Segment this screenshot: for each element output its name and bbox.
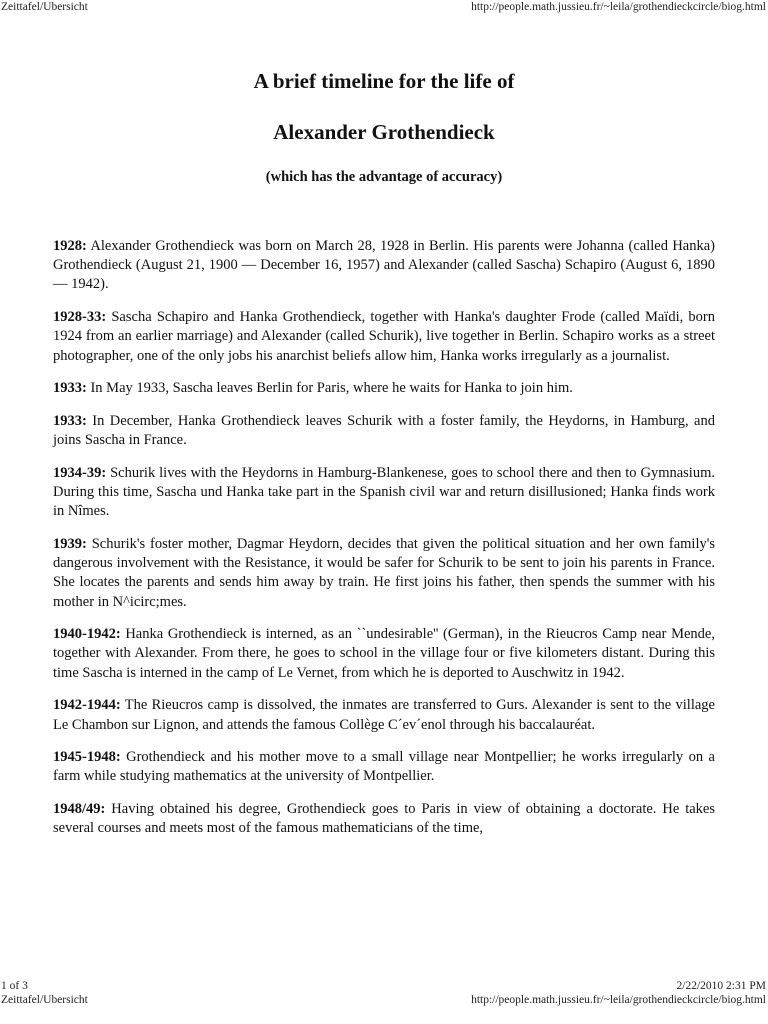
entry-text: Schurik's foster mother, Dagmar Heydorn, decides that given the political situation and her own family's dangerous involvement with the Resistance, it would be safer for Schurik to be sent to join his parents in France. She locates the parents and sends him away by train. He first joins his father, then spends the summer with his mother in N^icirc;mes. — [53, 535, 715, 610]
print-footer-datetime: 2/22/2010 2:31 PM — [676, 980, 766, 992]
timeline-entry — [53, 379, 715, 398]
timeline-entries — [53, 237, 715, 852]
entry-text: Sascha Schapiro and Hanka Grothendieck, together with Hanka's daughter Frode (called Maïdi, born 1924 from an earlier marriage) and Alexander (called Schurik), live together in Berlin. Schapiro works as a street photographer, one of the only jobs his anarchist beliefs allow him, Hanka works irregularly as a journalist. — [53, 309, 715, 364]
entry-year: 1928: — [53, 238, 87, 254]
print-footer-page-number: 1 of 3 — [1, 980, 28, 992]
entry-year: 1940-1942: — [53, 626, 121, 643]
entry-text: Schurik lives with the Heydorns in Hamburg-Blankenese, goes to school there and then to Gymnasium. During this time, Sascha und Hanka take part in the Spanish civil war and return disillusioned; Hanka finds work in Nîmes. — [53, 464, 715, 520]
entry-year: 1939: — [53, 535, 87, 552]
entry-year: 1934-39: — [53, 464, 107, 481]
entry-text: The Rieucros camp is dissolved, the inmates are transferred to Gurs. Alexander is sent to the village Le Chambon sur Lignon, and attends the famous Collège C´ev´enol through his baccalauréat. — [53, 697, 715, 733]
entry-year: 1942-1944: — [53, 697, 121, 714]
print-header-url-next-page: http://people.math.jussieu.fr/~leila/grothendieckcircle/biog.html — [471, 994, 766, 1006]
timeline-entry — [53, 308, 715, 366]
entry-year: 1928-33: — [53, 309, 107, 326]
timeline-entry — [53, 800, 715, 838]
page-subtitle: (which has the advantage of accuracy) — [265, 169, 503, 185]
entry-text: Hanka Grothendieck is interned, as an ``undesirable'' (German), in the Rieucros Camp near Mende, together with Alexander. From there, he goes to school in the village four or five kilometers distant. During this time Sascha is interned in the camp of Le Vernet, from which he is deported to Auschwitz in 1942. — [53, 626, 715, 681]
entry-year: 1933: — [53, 412, 87, 429]
entry-year: 1933: — [53, 380, 87, 397]
timeline-entry — [53, 412, 715, 450]
print-header-url: http://people.math.jussieu.fr/~leila/grothendieckcircle/biog.html — [471, 1, 766, 13]
page-title-line-2: Alexander Grothendieck — [273, 120, 495, 144]
entry-text: Having obtained his degree, Grothendieck goes to Paris in view of obtaining a doctorate. He takes several courses and meets most of the famous mathematicians of the time, — [53, 801, 715, 837]
timeline-entry — [53, 696, 715, 734]
timeline-entry — [53, 748, 715, 786]
print-header-title: Zeittafel/Ubersicht — [1, 1, 88, 13]
print-header-title-next-page: Zeittafel/Ubersicht — [1, 994, 88, 1006]
entry-text: In December, Hanka Grothendieck leaves Schurik with a foster family, the Heydorns, in Hamburg, and joins Sascha in France. — [53, 412, 715, 449]
timeline-entry — [53, 625, 715, 683]
page-title-line-1: A brief timeline for the life of — [253, 69, 515, 93]
timeline-entry — [53, 535, 715, 612]
entry-text: Grothendieck and his mother move to a small village near Montpellier; he works irregularly on a farm while studying mathematics at the university of Montpellier. — [53, 749, 715, 785]
entry-text: In May 1933, Sascha leaves Berlin for Paris, where he waits for Hanka to join him. — [86, 380, 573, 397]
timeline-entry — [53, 237, 715, 295]
entry-text: Alexander Grothendieck was born on March 28, 1928 in Berlin. His parents were Johanna (called Hanka) Grothendieck (August 21, 1900 — December 16, 1957) and Alexander (called Sascha) Schapiro (August 6, 1890 — 1942). — [53, 238, 715, 293]
entry-year: 1948/49: — [53, 801, 106, 818]
entry-year: 1945-1948: — [53, 749, 121, 766]
timeline-entry — [53, 464, 715, 522]
